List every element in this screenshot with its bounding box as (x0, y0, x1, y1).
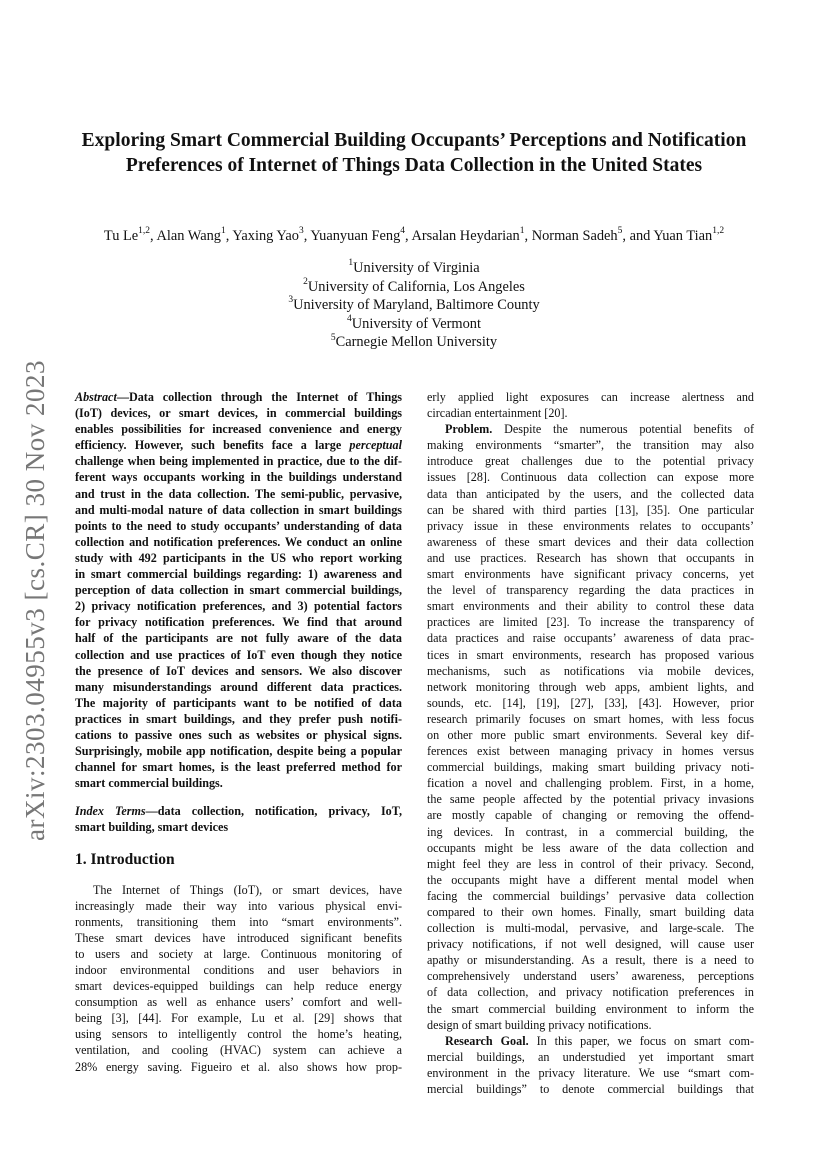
affiliation-name: University of Virginia (353, 260, 480, 276)
line-text: issues [28]. Continuous data collection can expose more (427, 470, 754, 485)
line-text: —data collection, notification, privacy, IoT, (145, 804, 402, 819)
text-line (75, 582, 402, 598)
line-text: erly applied light exposures can increase alertness and (427, 390, 754, 404)
text-line (75, 502, 402, 518)
text-line (427, 711, 754, 727)
line-text: collection and use practices of IoT even though they notice (75, 647, 402, 662)
text-line (75, 914, 402, 930)
text-line (75, 978, 402, 994)
text-line (427, 936, 754, 952)
line-text: on other more public smart environments. Several key dif- (427, 727, 754, 742)
text-line (75, 437, 402, 453)
affiliation-name: University of Maryland, Baltimore County (293, 297, 540, 314)
line-text: mechanisms, such as notifications via mobile devices, (427, 663, 754, 678)
affiliation-mark: 4 (347, 313, 352, 324)
text-line (75, 469, 402, 485)
text-line (75, 486, 402, 502)
line-text: practices are limited [23]. To increase the transparency of (427, 615, 754, 630)
author-separator: , (405, 228, 412, 244)
affiliation (100, 333, 728, 352)
author-name: Yaxing Yao (232, 228, 299, 244)
line-text: using sensors to intelligently control the home’s heating, (75, 1027, 402, 1042)
author-affil-mark: 1 (220, 226, 226, 237)
text-line (427, 469, 754, 485)
line-text: fication a novel and challenging problem. First, in a home, (427, 776, 754, 791)
text-line (427, 502, 754, 518)
line-text: The Internet of Things (IoT), or smart devices, have (93, 882, 402, 897)
line-text: smart environments and their ability to control these data (427, 599, 754, 614)
text-line (75, 819, 402, 835)
line-text: and trust in the data collection. The semi-public, pervasive, (75, 486, 402, 501)
line-text: can be shared with third parties [13], [35]. One particular (427, 502, 754, 517)
author-separator: , and (622, 228, 654, 244)
line-text: tices in smart environments, research has proposed various (427, 647, 754, 662)
text-line (75, 1042, 402, 1058)
text-line (427, 791, 754, 807)
line-text: comprehensively understand users’ awareness, perceptions (427, 969, 754, 984)
text-line (427, 759, 754, 775)
text-line (427, 630, 754, 646)
line-text: ing devices. In contrast, in a commercial building, the (427, 824, 754, 839)
line-text: are mostly capable of changing or removing the offend- (427, 808, 754, 823)
line-text: smart commercial buildings. (75, 776, 223, 791)
text-line (75, 566, 402, 582)
text-line (75, 663, 402, 679)
text-line (75, 630, 402, 646)
line-text: the presence of IoT devices and sensors. We also discover (75, 663, 402, 678)
text-line (427, 582, 754, 598)
line-text: ventilation, and cooling (HVAC) system can achieve a (75, 1043, 402, 1058)
text-line (427, 1017, 754, 1033)
line-text: making environments “smarter”, the transition may also (427, 438, 754, 453)
text-line (427, 1065, 754, 1081)
text-line (427, 920, 754, 936)
author-affil-mark: 4 (400, 226, 406, 237)
text-line (427, 679, 754, 695)
author-name: Alan Wang (156, 228, 221, 244)
line-text: ferent ways occupants working in the buildings understand (75, 470, 402, 485)
text-line (75, 679, 402, 695)
text-line (75, 946, 402, 962)
text-line (75, 389, 402, 405)
text-line (427, 534, 754, 550)
line-text: 28% energy saving. Figueiro et al. also shows how prop- (75, 1059, 402, 1074)
text-line (427, 1049, 754, 1065)
text-line (75, 453, 402, 469)
title-line: Exploring Smart Commercial Building Occupants’ Perceptions and Notification (81, 130, 747, 151)
text-line (427, 453, 754, 469)
author-name: Yuanyuan Feng (310, 228, 401, 244)
author-affil-mark: 5 (617, 226, 623, 237)
text-line (427, 952, 754, 968)
author-separator: , (225, 228, 233, 244)
line-text: indoor environmental conditions and user behaviors in (75, 963, 402, 977)
text-line (427, 695, 754, 711)
text-line (427, 1001, 754, 1017)
text-line (427, 421, 754, 437)
line-text: awareness of these smart devices and their data collection (427, 534, 754, 549)
text-line (427, 807, 754, 823)
text-line (75, 882, 402, 898)
line-text: environment in the privacy literature. We use “smart com- (427, 1065, 754, 1080)
text-line (427, 888, 754, 904)
text-line (75, 1010, 402, 1026)
line-text: network monitoring through web apps, ambient lights, and (427, 679, 754, 694)
emphasized-word: perceptual (349, 438, 402, 453)
text-line (427, 743, 754, 759)
line-text: design of smart building privacy notifications. (427, 1017, 652, 1032)
line-text: facing the commercial buildings’ pervasive data collection (427, 888, 754, 903)
line-text: might feel they are less in control of their privacy. Second, (427, 856, 754, 871)
line-text: mercial buildings” to denote commercial buildings that (427, 1082, 754, 1097)
line-text: for privacy notification preferences. We find that around (75, 615, 402, 630)
affiliation (100, 278, 728, 297)
section-heading: 1. Introduction (75, 850, 175, 868)
line-text: (IoT) devices, or smart devices, in commercial buildings (75, 406, 402, 421)
text-line (75, 759, 402, 775)
text-line (427, 663, 754, 679)
right-column (427, 389, 754, 1097)
text-line (427, 566, 754, 582)
author-separator: , (524, 228, 532, 244)
line-text: compared to their own homes. Finally, smart building data (427, 905, 754, 919)
line-text: circadian entertainment [20]. (427, 406, 568, 421)
paper-title (60, 128, 768, 178)
text-line (75, 647, 402, 663)
text-line (75, 614, 402, 630)
line-text: 2) privacy notification preferences, and 3) potential factors (75, 599, 402, 614)
text-line (427, 1033, 754, 1049)
index-terms (75, 803, 402, 835)
line-text: and multi-modal nature of data collection in smart buildings (75, 502, 402, 517)
author-name: Yuan Tian (653, 228, 713, 244)
text-line (427, 486, 754, 502)
arxiv-side-identifier (10, 350, 60, 850)
line-text: challenge when being implemented in practice, due to the dif- (75, 454, 402, 469)
text-line (427, 872, 754, 888)
line-text: channel for smart homes, is the least preferred method for (75, 760, 402, 775)
text-line (75, 518, 402, 534)
line-text: the occupants might have a different mental model when (427, 872, 754, 887)
line-text: smart environments have significant privacy concerns, yet (427, 567, 754, 582)
text-line (427, 840, 754, 856)
text-line (75, 727, 402, 743)
author-name: Norman Sadeh (531, 228, 618, 244)
line-text: ronments, transitioning them into “smart environments”. (75, 914, 402, 929)
line-text: increasingly made their way into various physical envi- (75, 898, 402, 913)
affiliation (100, 259, 728, 278)
text-line (427, 727, 754, 743)
text-line (427, 824, 754, 840)
affiliation-name: University of California, Los Angeles (307, 278, 525, 295)
text-line (75, 711, 402, 727)
affiliation (100, 296, 728, 315)
line-text: efficiency. However, such benefits face a large (75, 438, 350, 453)
text-line (75, 1059, 402, 1075)
line-text: to users and society at large. Continuous monitoring of (75, 946, 402, 961)
line-text: privacy notifications, if not well designed, will cause user (427, 937, 754, 952)
affiliation (100, 315, 728, 334)
line-text: and use practices. Research has shown that occupants in (427, 550, 754, 565)
text-line (75, 598, 402, 614)
left-column (75, 389, 402, 1075)
affiliation-name: University of Vermont (351, 315, 481, 332)
text-line (427, 598, 754, 614)
line-text: In this paper, we focus on smart com- (528, 1033, 754, 1048)
abstract (75, 389, 402, 791)
line-text: The majority of participants want to be notified of data (75, 695, 402, 710)
line-text: study with 492 participants in the US who report working (75, 550, 402, 565)
line-text: the smart commercial building environment to inform the (427, 1001, 754, 1016)
affiliation-mark: 1 (348, 258, 354, 269)
line-text: research primarily focuses on smart homes, with less focus (427, 711, 754, 726)
research-goal-label: Research Goal. (445, 1033, 529, 1048)
line-text: introduce great challenges due to the potential privacy (427, 454, 754, 469)
text-line (427, 968, 754, 984)
problem-label: Problem. (445, 422, 493, 437)
line-text: commercial buildings, making smart building privacy noti- (427, 760, 754, 775)
line-text: Despite the numerous potential benefits of (492, 422, 754, 437)
affiliation-name: Carnegie Mellon University (335, 334, 498, 351)
line-text: sounds, etc. [14], [19], [27], [33], [43]. However, prior (427, 695, 754, 710)
author-affil-mark: 1,2 (712, 226, 725, 237)
author-affil-mark: 3 (298, 226, 304, 237)
author-separator: , (303, 228, 311, 244)
text-line (427, 405, 754, 421)
author-affil-mark: 1,2 (138, 226, 151, 237)
line-text: the level of transparency regarding the data practices in (427, 583, 754, 598)
text-line (427, 550, 754, 566)
author-separator: , (150, 228, 157, 244)
text-line (75, 775, 402, 791)
line-text: points to the need to study occupants’ understanding of data (75, 518, 402, 533)
abstract-label: Abstract (75, 390, 117, 404)
line-text: mercial buildings, an understudied yet important smart (427, 1049, 754, 1064)
line-text: smart building, smart devices (75, 820, 229, 835)
line-text: the same people affected by the potential privacy invasions (427, 792, 754, 807)
intro-continued (427, 389, 754, 421)
author-name: Arsalan Heydarian (411, 228, 520, 244)
author-affil-mark: 1 (519, 226, 525, 237)
line-text: many misunderstandings around different data practices. (75, 679, 402, 694)
text-line (75, 550, 402, 566)
line-text: of data collection, and privacy notification preferences in (427, 985, 754, 1000)
affiliation-list (100, 259, 728, 352)
line-text: —Data collection through the Internet of Things (116, 390, 402, 404)
research-goal-paragraph (427, 1033, 754, 1097)
affiliation-mark: 2 (303, 276, 308, 287)
line-text: cations to passive ones such as websites or physical signs. (75, 727, 402, 742)
line-text: practices in smart buildings, and they prefer push notifi- (75, 711, 402, 726)
line-text: collection is multi-modal, pervasive, and large-scale. The (427, 921, 754, 936)
line-text: Surprisingly, mobile app notification, despite being a popular (75, 744, 402, 759)
text-line (75, 421, 402, 437)
text-line (75, 1026, 402, 1042)
line-text: data practices and raise occupants’ awareness of data prac- (427, 631, 754, 646)
line-text: data than anticipated by the users, and the collected data (427, 486, 754, 501)
text-line (427, 437, 754, 453)
text-line (427, 614, 754, 630)
line-text: These smart devices have introduced significant benefits (75, 930, 402, 945)
text-line (75, 898, 402, 914)
text-line (75, 994, 402, 1010)
text-line (75, 743, 402, 759)
index-terms-label: Index Terms (75, 804, 146, 819)
line-text: in smart commercial buildings regarding: 1) awareness and (75, 567, 402, 582)
line-text: perception of data collection in smart commercial buildings, (75, 583, 402, 598)
text-line (75, 534, 402, 550)
text-line (75, 695, 402, 711)
affiliation-mark: 5 (330, 332, 336, 343)
author-name: Tu Le (103, 228, 139, 244)
author-list (40, 228, 788, 245)
text-line (427, 389, 754, 405)
text-line (427, 647, 754, 663)
line-text: ferences exist between managing privacy in homes versus (427, 744, 754, 759)
text-line (427, 904, 754, 920)
arxiv-id-text: arXiv:2303.04955v3 [cs.CR] 30 Nov 2023 (19, 359, 50, 841)
affiliation-mark: 3 (288, 295, 294, 306)
line-text: apathy or misunderstanding. As a result, there is a need to (427, 953, 754, 968)
text-line (427, 518, 754, 534)
text-line (427, 775, 754, 791)
line-text: consumption as well as enhance users’ comfort and well- (75, 995, 402, 1010)
line-text: half of the participants are not fully aware of the data (75, 631, 402, 646)
text-line (427, 856, 754, 872)
problem-paragraph (427, 421, 754, 1033)
line-text: privacy issue in these environments relates to occupants’ (427, 518, 754, 533)
text-line (75, 803, 402, 819)
text-line (427, 984, 754, 1000)
line-text: collection and notification preferences. We conduct an online (75, 534, 402, 549)
text-line (75, 930, 402, 946)
line-text: being [3], [44]. For example, Lu et al. [29] shows that (75, 1011, 402, 1026)
line-text: occupants might be less aware of the data collection and (427, 840, 754, 855)
text-line (427, 1081, 754, 1097)
intro-paragraph (75, 882, 402, 1075)
title-line: Preferences of Internet of Things Data Collection in the United States (125, 155, 703, 176)
text-line (75, 405, 402, 421)
line-text: enables possibilities for increased convenience and energy (75, 422, 402, 437)
line-text: smart devices-equipped buildings can help reduce energy (75, 979, 402, 994)
text-line (75, 962, 402, 978)
